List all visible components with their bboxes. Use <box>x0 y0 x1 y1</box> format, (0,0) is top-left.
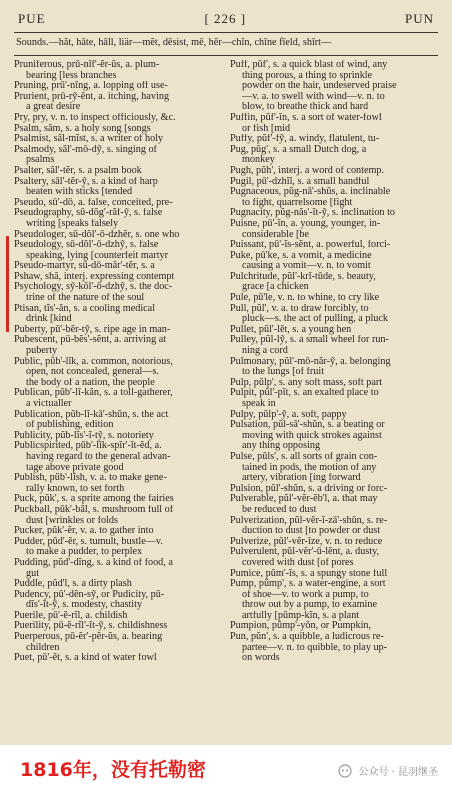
entry-line: tained in pods, the motion of any <box>242 462 377 473</box>
entry-line: Psaltery, sâl'-tĕr-ỹ, s. a kind of harp <box>14 176 158 187</box>
entry-line: Pulsation, pŭl-sā'-shŭn, s. a beating or <box>230 420 385 431</box>
entry-line: Pulmonary, pŭl'-mō-năr-ỹ, a. belonging <box>230 356 391 367</box>
header-guide-right: PUN <box>404 11 434 26</box>
entry-line: grace [a chicken <box>242 282 309 293</box>
header-rule <box>14 32 438 33</box>
entry-line: Psalm, sâm, s. a holy song [songs <box>14 123 151 134</box>
pronunciation-key: Sounds.—hăt, hāte, hâll, liär—mĕt, dēsist, mē, hĕr—chĭn, chīne fīeld, shīrt— <box>16 37 332 48</box>
entry-line: Pseudology, sū-dŏl'-ō-dzhỹ, s. false <box>14 240 159 251</box>
entry-line: Pulverable, pŭl'-vĕr-ĕb'l, a. that may <box>230 494 378 505</box>
entry-line: or fish [mid <box>242 123 291 134</box>
entry-line: of shoe—v. to work a pump, to <box>242 589 369 600</box>
entry-line: artery, vibration [ing forward <box>242 473 361 484</box>
entry-line: Publication, pŭb-lĭ-kā'-shŭn, s. the act <box>14 409 169 420</box>
entry-line: moving with quick strokes against <box>242 430 382 441</box>
page-number: [ 226 ] <box>204 11 247 26</box>
entry-line: partee—v. n. to quibble, to play up- <box>242 642 388 653</box>
entry-line: Pugnaceous, pŭg-nā'-shŭs, a. inclinable <box>230 187 391 198</box>
entry-line: Pulverize, pŭl'-vĕr-īze, v. n. to reduce <box>230 536 383 547</box>
entry-line: Pulpy, pŭlp'-ỹ, a. soft, pappy <box>230 409 347 420</box>
entry-line: Puet, pū'-ĕt, s. a kind of water fowl <box>14 653 157 664</box>
entry-line: Pull, pŭl', v. a. to draw forcibly, to <box>230 303 369 314</box>
entry-line: duction to dust [to powder or dust <box>242 526 381 537</box>
entry-line: covered with dust [of pores <box>242 557 354 568</box>
entry-line: Pumpion, pŭmp'-yŏn, or Pumpkin, <box>230 621 372 632</box>
entry-line: gut <box>26 568 40 579</box>
entry-line: Psalter, sâl'-tĕr, s. a psalm book <box>14 165 142 176</box>
entry-line: tage above private good <box>26 462 124 473</box>
entry-line: Public, pŭb'-lĭk, a. common, notorious, <box>14 356 173 367</box>
entry-line: Pump, pŭmp', s. a water-engine, a sort <box>230 579 386 590</box>
entry-line: Publicity, pŭb-lĭs'-ĭ-tỹ, s. notoriety <box>14 430 154 441</box>
entry-line: thing porous, a thing to sprinkle <box>242 70 373 81</box>
entry-line: be reduced to dust <box>242 504 317 515</box>
entry-line: to make a pudder, to perplex <box>26 547 143 558</box>
entry-line: Ptisan, tĭs'-ăn, s. a cooling medical <box>14 303 156 314</box>
entry-line: Puissant, pū'-ĭs-sĕnt, a. powerful, forci- <box>230 240 391 251</box>
entry-line: Pruning, prū'-nĭng, a. lopping off use- <box>14 81 168 92</box>
entry-line: Pulsion, pŭl'-shŭn, s. a driving or forc- <box>230 483 388 494</box>
right-column <box>230 60 444 664</box>
entry-line: open, not concealed, general—s. <box>26 367 159 378</box>
entry-line: Puerile, pū'-ĕ-rĭl, a. childish <box>14 610 128 621</box>
entry-line: Pudency, pū'-dĕn-sỹ, or Pudicity, pū- <box>14 589 165 600</box>
entry-line: psalms <box>26 155 55 166</box>
entry-line: Puddle, pŭd'l, s. a dirty plash <box>14 579 132 590</box>
entry-line: —v. a. to swell with wind—v. n. to <box>242 91 385 102</box>
entry-line: Puffin, pŭf'-ĭn, s. a sort of water-fowl <box>230 112 382 123</box>
wechat-icon <box>338 764 352 778</box>
entry-line: Pumice, pŭm'-ĭs, s. a spungy stone full <box>230 568 388 579</box>
left-column <box>14 60 228 664</box>
entry-line: Pugnacity, pŭg-năs'-ĭt-ỹ, s. inclination to <box>230 208 395 219</box>
entry-line: the body of a nation, the people <box>26 377 155 388</box>
entry-line: dust [wrinkles or folds <box>26 515 118 526</box>
entry-line: Puke, pū'ke, s. a vomit, a medicine <box>230 250 372 261</box>
entry-line: Pubescent, pū-bĕs'-sĕnt, a. arriving at <box>14 335 167 346</box>
entry-line: Pulp, pŭlp', s. any soft mass, soft part <box>230 377 383 388</box>
entry-line: Pullet, pŭl'-lĕt, s. a young hen <box>230 324 352 335</box>
entry-line: Publican, pŭb'-lĭ-kăn, s. a toll-gatherer, <box>14 388 173 399</box>
entry-line: puberty <box>26 346 58 357</box>
entry-line: Pucker, pŭk'-ĕr, v. a. to gather into <box>14 526 154 537</box>
entry-line: Puerility, pū-ĕ-rĭl'-ĭt-ỹ, s. childishness <box>14 621 168 632</box>
entry-line: a great desire <box>26 102 81 113</box>
entry-line: Puisne, pū'-ĭn, a. young, younger, in- <box>230 218 381 229</box>
entry-line: Publicspirited, pŭb'-lĭk-spĭr'-ĭt-ĕd, a. <box>14 441 162 452</box>
entry-line: writing [speaks falsely <box>26 218 119 229</box>
entry-line: Psychology, sỹ-kŏl'-ō-dzhỹ, s. the doc- <box>14 282 173 293</box>
watermark-text: 公众号 · 昆羽继圣 <box>358 767 438 778</box>
entry-line: Puerperous, pū-ĕr'-pĕr-ŭs, a. bearing <box>14 632 163 643</box>
entry-line: Pug, pŭg', s. a small Dutch dog, a <box>230 144 367 155</box>
entry-line: Pseudography, sū-dŏg'-răf-ỹ, s. false <box>14 208 163 219</box>
entry-line: Pun, pŭn', s. a quibble, a ludicrous re- <box>230 632 384 643</box>
entry-line: Pulpit, pŭl'-pĭt, s. an exalted place to <box>230 388 379 399</box>
entry-line: any thing opposing <box>242 441 321 452</box>
entry-line: dĭs'-ĭt-ỹ, s. modesty, chastity <box>26 600 143 611</box>
entry-line: Pseudo, sū'-dō, a. false, conceited, pre- <box>14 197 173 208</box>
entry-line: to fight, quarrelsome [fight <box>242 197 353 208</box>
entry-line: Pseudologer, sū-dŏl'-ō-dzhĕr, s. one who <box>14 229 180 240</box>
key-rule <box>14 55 438 56</box>
entry-line: Pseudo-martyr, sū-dō-măr'-tĕr, s. a <box>14 261 155 272</box>
header-guide-left: PUE <box>18 11 46 26</box>
entry-line: Pulverulent, pŭl-vĕr'-ū-lĕnt, a. dusty, <box>230 547 380 558</box>
entry-line: bearing [less branches <box>26 70 117 81</box>
entry-line: rally known, to set forth <box>26 483 125 494</box>
entry-line: Prurient, prū-rỹ-ĕnt, a. itching, having <box>14 91 170 102</box>
entry-line: Pulse, pŭls', s. all sorts of grain con- <box>230 451 378 462</box>
entry-line: monkey <box>242 155 275 166</box>
entry-line: Pudder, pŭd'-ĕr, s. tumult, bustle—v. <box>14 536 163 547</box>
entry-line: a victualler <box>26 399 72 409</box>
entry-line: considerable [be <box>242 229 310 240</box>
entry-line: Puck, pŭk', s. a sprite among the fairies <box>14 494 174 505</box>
entry-line: Publish, pŭb'-lĭsh, v. a. to make gene- <box>14 473 167 484</box>
entry-line: Pugil, pū'-dzhĭl, s. a small handful <box>230 176 370 187</box>
entry-line: speak in <box>242 399 276 409</box>
entry-line: Puckball, pŭk'-bâl, s. mushroom full of <box>14 504 174 515</box>
watermark <box>338 763 438 778</box>
caption-text: 1816年，没有托勒密 <box>20 759 206 781</box>
entry-line: Psalmody, săl'-mō-dỹ, s. singing of <box>14 144 157 155</box>
entry-line: Psalmist, sâl-mĭst, s. a writer of holy <box>14 134 164 145</box>
entry-line: throw out by a pump, to examine <box>242 600 377 611</box>
entry-line: Pule, pū'le, v. n. to whine, to cry like <box>230 293 380 304</box>
entry-line: Pulverization, pŭl-vĕr-ĭ-zā'-shŭn, s. re- <box>230 515 388 526</box>
entry-line: Pshaw, shâ, interj. expressing contempt <box>14 271 175 282</box>
entry-line: Pry, pry, v. n. to inspect officiously, &c. <box>14 112 176 123</box>
highlight-marker <box>6 236 9 332</box>
entry-line: Pudding, pŭd'-dĭng, s. a kind of food, a <box>14 557 173 568</box>
entry-line: ning a cord <box>242 346 288 357</box>
entry-line: children <box>26 642 60 653</box>
entry-line: artfully [pŭmp-kĭn, s. a plant <box>242 610 360 621</box>
entry-line: drink [kind <box>26 314 72 325</box>
entry-line: speaking, lying [counterfeit martyr <box>26 250 169 261</box>
entry-line: trine of the nature of the soul <box>26 293 145 304</box>
entry-line: causing a vomit—v. n. to vomit <box>242 261 371 272</box>
entry-line: blow, to breathe thick and hard <box>242 102 369 113</box>
entry-line: on words <box>242 653 280 664</box>
entry-line: having regard to the general advan- <box>26 451 171 462</box>
entry-line: Pugh, pŭh', interj. a word of contemp. <box>230 165 385 176</box>
entry-line: Puberty, pū'-bĕr-tỹ, s. ripe age in man- <box>14 324 171 335</box>
entry-line: Pruniferous, prū-nĭf'-ĕr-ŭs, a. plum- <box>14 60 160 70</box>
entry-line: powder on the hair, undeserved praise <box>242 81 397 92</box>
entry-line: Pulley, pŭl-lỹ, s. a small wheel for run- <box>230 335 389 346</box>
footer-bar <box>0 745 452 797</box>
entry-line: to the lungs [of fruit <box>242 367 325 378</box>
entry-line: pluck—s. the act of pulling, a pluck <box>242 314 388 325</box>
entry-line: Pulchritude, pŭl'-krĭ-tūde, s. beauty, <box>230 271 376 282</box>
entry-line: Puff, pŭf', s. a quick blast of wind, any <box>230 60 388 70</box>
entry-line: of publishing, edition <box>26 420 114 431</box>
entry-line: Puffy, pŭf'-fỹ, a. windy, flatulent, tu- <box>230 134 380 145</box>
entry-line: beaten with sticks [tended <box>26 187 133 198</box>
running-head <box>18 8 434 30</box>
